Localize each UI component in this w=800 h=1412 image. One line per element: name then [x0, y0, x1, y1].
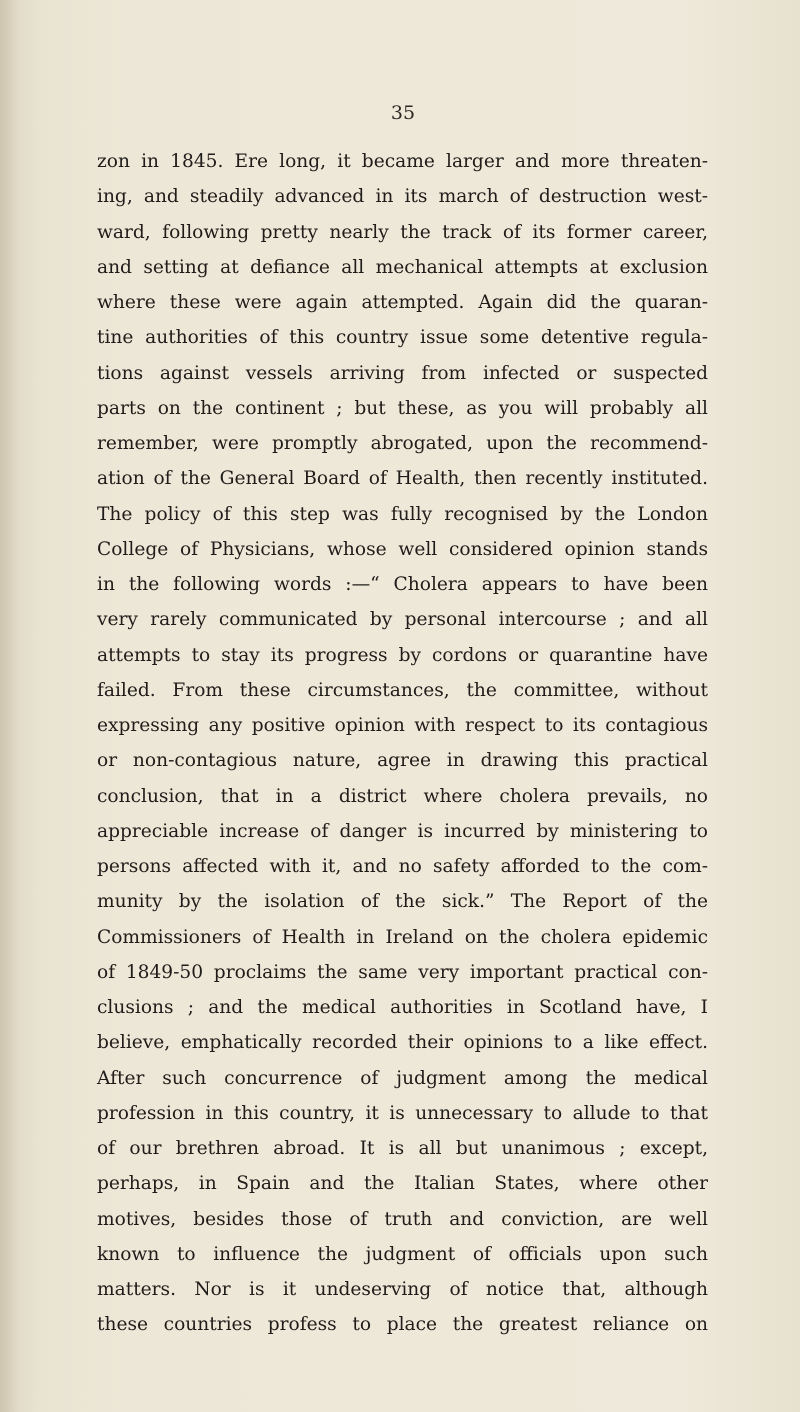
- text-line: where these were again attempted. Again did the quaran-: [97, 292, 708, 313]
- text-line: remember, were promptly abrogated, upon the recommend-: [97, 433, 708, 454]
- text-line: attempts to stay its progress by cordons or quarantine have: [97, 644, 708, 666]
- text-line: clusions ; and the medical authorities in Scotland have, I: [97, 997, 708, 1018]
- text-line: tions against vessels arriving from infected or suspected: [97, 362, 708, 384]
- text-line: of our brethren abroad. It is all but unanimous ; except,: [97, 1138, 708, 1159]
- text-line: motives, besides those of truth and conviction, are well: [97, 1208, 708, 1230]
- text-line: matters. Nor is it undeserving of notice that, although: [97, 1279, 708, 1300]
- page-number: 35: [390, 102, 416, 124]
- text-line: in the following words :—“ Cholera appears to have been: [97, 574, 708, 595]
- body-text: [97, 144, 708, 1343]
- text-line: conclusion, that in a district where cholera prevails, no: [97, 785, 708, 807]
- text-line: ward, following pretty nearly the track of its former career,: [97, 221, 708, 243]
- text-line: perhaps, in Spain and the Italian States, where other: [97, 1173, 708, 1195]
- text-line: munity by the isolation of the sick.” The Report of the: [97, 891, 708, 913]
- text-line: or non-contagious nature, agree in drawing this practical: [97, 750, 708, 772]
- text-line: and setting at defiance all mechanical attempts at exclusion: [97, 256, 708, 278]
- text-line: very rarely communicated by personal intercourse ; and all: [97, 609, 708, 631]
- text-line: appreciable increase of danger is incurred by ministering to: [97, 820, 708, 842]
- text-line: parts on the continent ; but these, as you will probably all: [97, 397, 708, 419]
- text-line: of 1849-50 proclaims the same very important practical con-: [97, 961, 708, 983]
- text-line: College of Physicians, whose well considered opinion stands: [97, 538, 708, 560]
- text-line: known to influence the judgment of officials upon such: [97, 1243, 708, 1265]
- text-line: failed. From these circumstances, the committee, without: [97, 679, 708, 701]
- text-line: expressing any positive opinion with respect to its contagious: [97, 715, 708, 736]
- text-line: these countries profess to place the greatest reliance on: [97, 1314, 708, 1336]
- page-edge-shadow: [0, 0, 18, 1412]
- text-line: ation of the General Board of Health, then recently instituted.: [97, 468, 708, 490]
- text-line: The policy of this step was fully recognised by the London: [97, 503, 708, 525]
- text-line: ing, and steadily advanced in its march of destruction west-: [97, 186, 708, 208]
- text-line: persons affected with it, and no safety afforded to the com-: [97, 856, 708, 877]
- text-line: tine authorities of this country issue some detentive regula-: [97, 327, 708, 349]
- text-line: believe, emphatically recorded their opinions to a like effect.: [97, 1032, 708, 1054]
- text-line: profession in this country, it is unnecessary to allude to that: [97, 1102, 708, 1124]
- text-line: zon in 1845. Ere long, it became larger and more threaten-: [97, 151, 708, 172]
- text-line: Commissioners of Health in Ireland on the cholera epidemic: [97, 926, 708, 948]
- text-line: After such concurrence of judgment among the medical: [97, 1067, 708, 1089]
